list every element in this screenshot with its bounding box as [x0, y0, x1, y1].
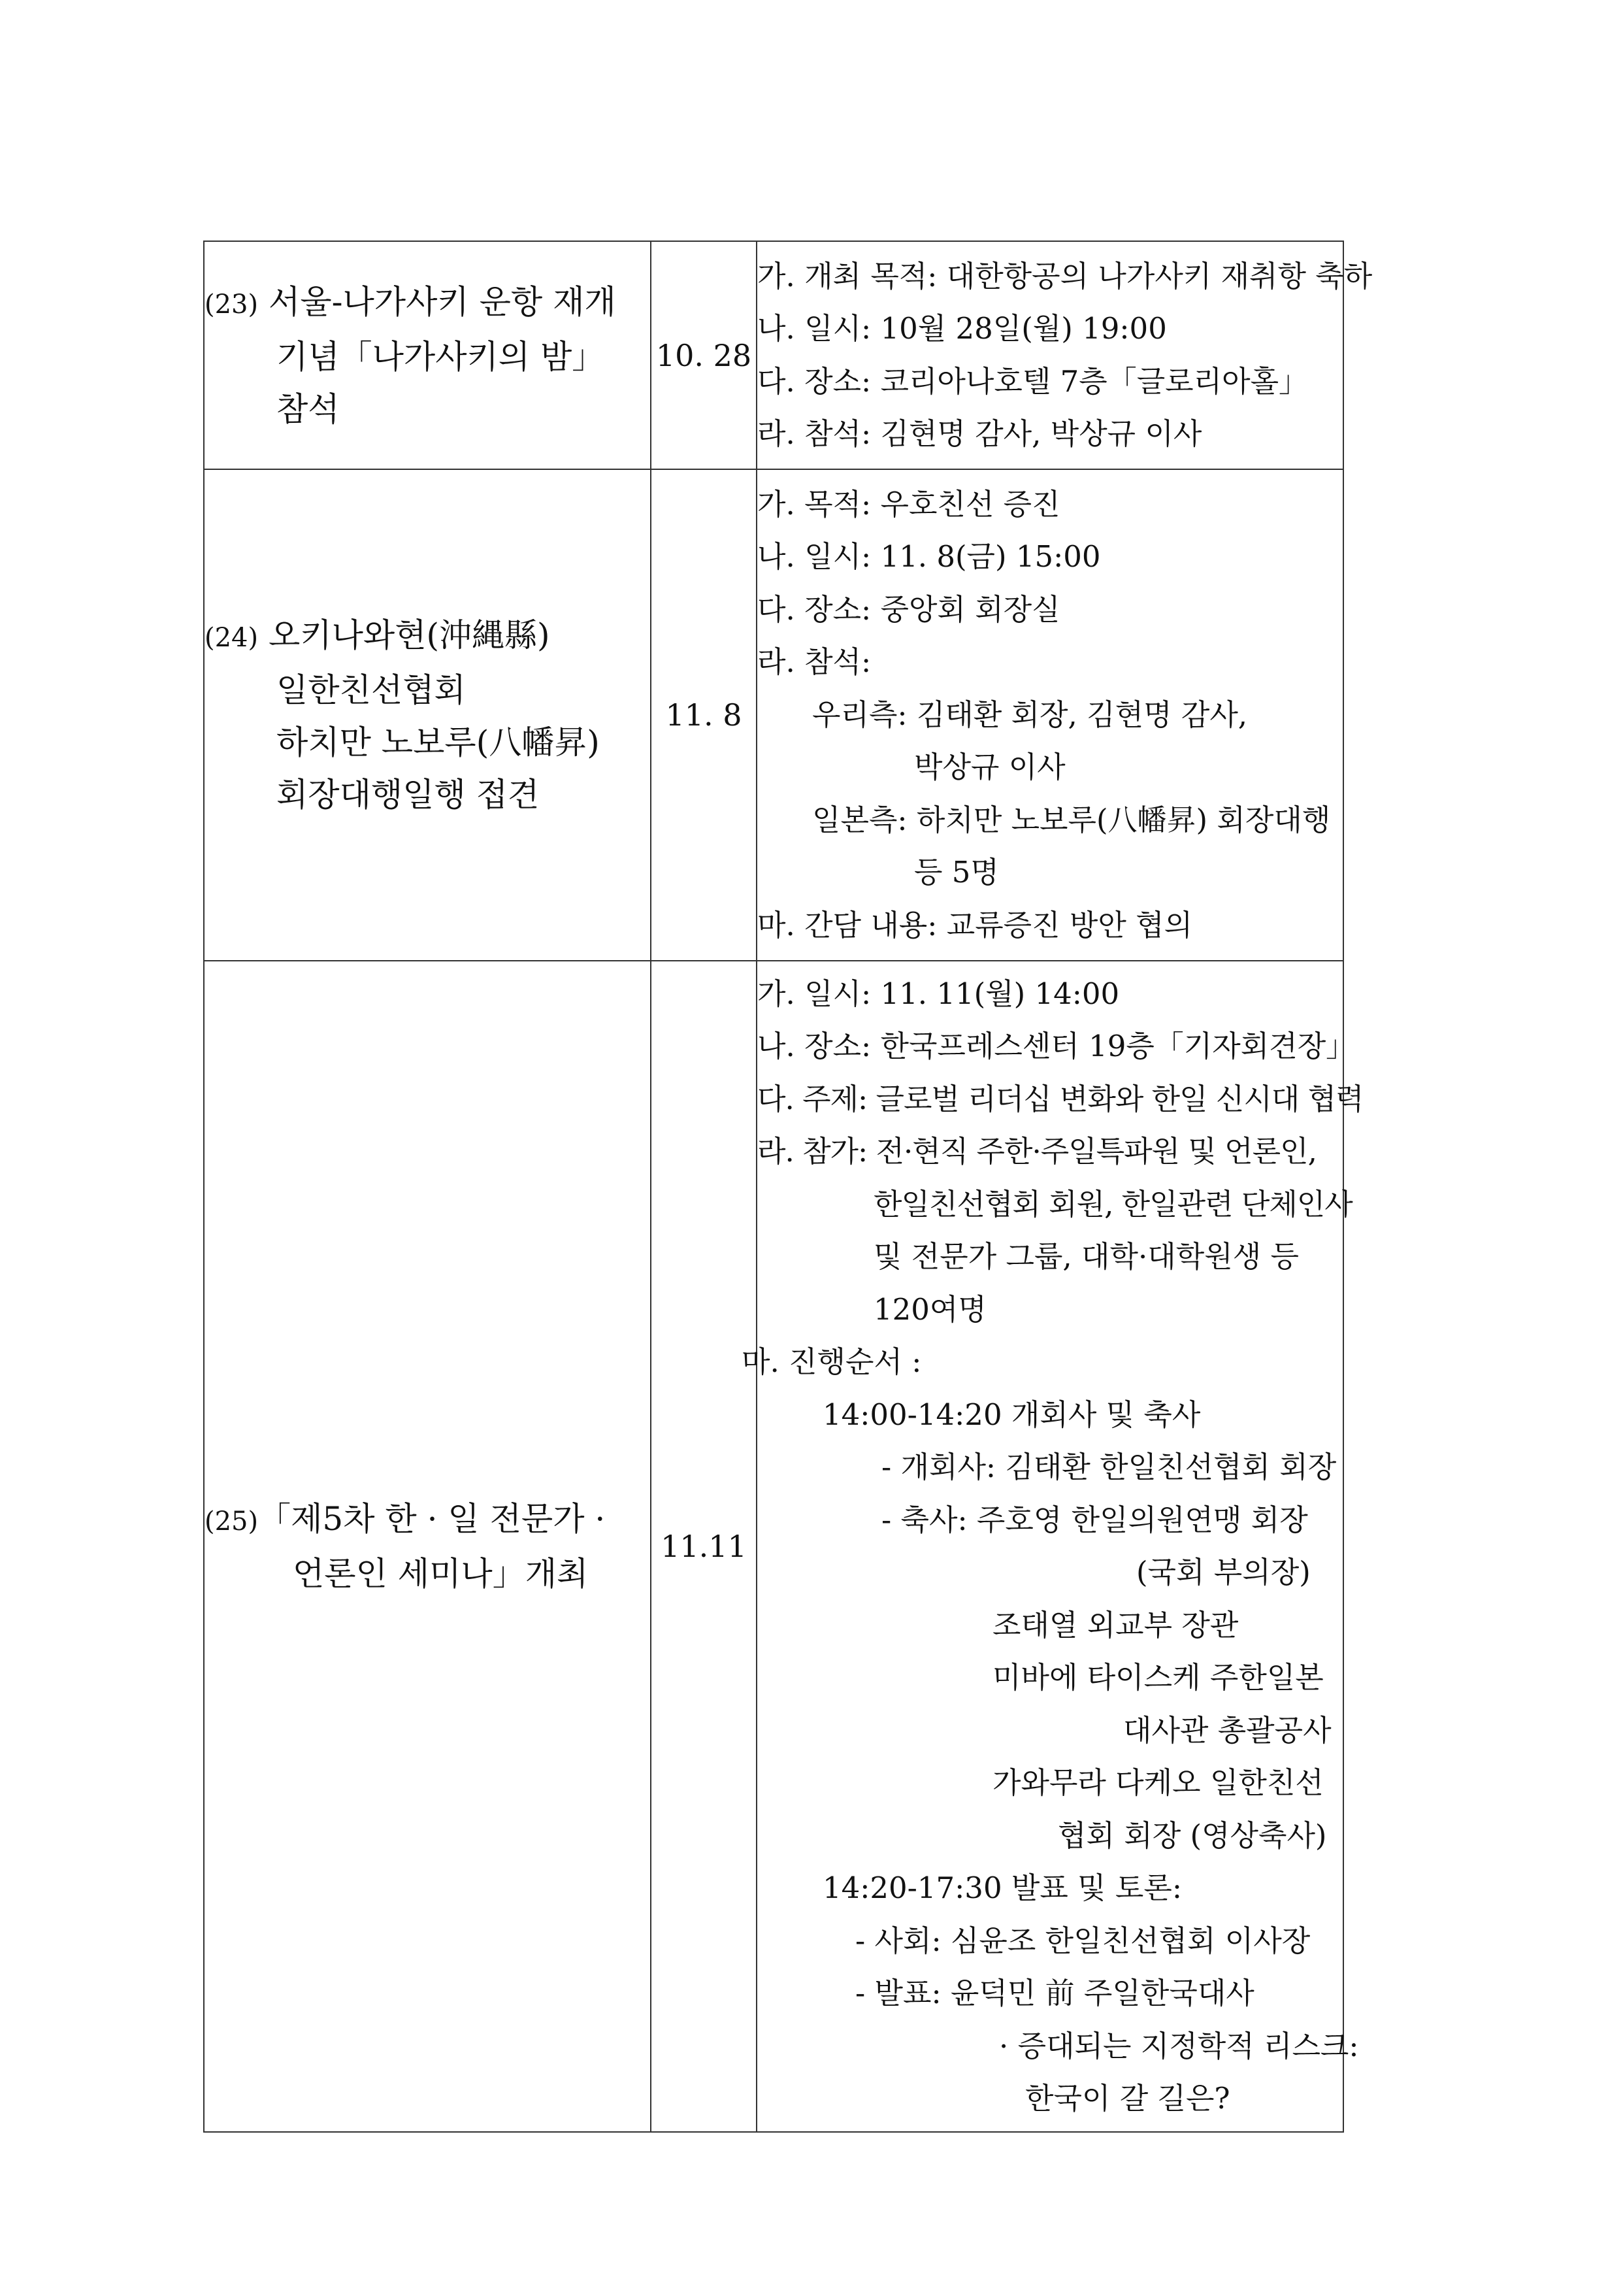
detail-line: (국회 부의장)	[1136, 1555, 1311, 1589]
detail-line: 나. 장소: 한국프레스센터 19층「기자회견장」	[757, 1029, 1356, 1063]
detail-line: 라. 참가: 전·현직 주한·주일특파원 및 언론인,	[757, 1134, 1317, 1169]
detail-line: 등 5명	[914, 855, 999, 890]
detail-line: 14:00-14:20 개회사 및 축사	[823, 1397, 1201, 1432]
detail-line: 대사관 총괄공사	[1123, 1712, 1332, 1748]
activity-table	[203, 241, 1373, 2133]
detail-line: 일본측: 하치만 노보루(八幡昇) 회장대행	[812, 802, 1331, 837]
event-date: 11.11	[651, 961, 757, 2132]
detail-line: 마. 진행순서 :	[742, 1344, 922, 1379]
event-title-line: 참석	[276, 390, 340, 428]
detail-line: 한국이 갈 길은?	[1025, 2081, 1230, 2116]
event-title-line: 회장대행일행 접견	[276, 776, 540, 814]
detail-line: 다. 장소: 중앙회 회장실	[757, 591, 1060, 627]
detail-line: 가. 목적: 우호친선 증진	[757, 486, 1060, 522]
detail-line: 가. 개최 목적: 대한항공의 나가사키 재취항 축하	[757, 258, 1373, 293]
detail-line: 마. 간담 내용: 교류증진 방안 협의	[757, 907, 1193, 942]
event-title-cell	[204, 961, 651, 2132]
detail-line: 다. 장소: 코리아나호텔 7층「글로리아홀」	[757, 363, 1309, 399]
event-title-line: 하치만 노보루(八幡昇)	[276, 724, 600, 761]
event-details-cell	[742, 961, 1364, 2132]
detail-line: 라. 참석:	[757, 644, 872, 680]
detail-line: 다. 주제: 글로벌 리더십 변화와 한일 신시대 협력	[757, 1081, 1364, 1116]
detail-line: 가와무라 다케오 일한친선	[992, 1765, 1324, 1800]
event-date: 11. 8	[651, 469, 757, 961]
detail-line: 및 전문가 그룹, 대학·대학원생 등	[874, 1239, 1299, 1274]
event-title-cell	[204, 469, 651, 961]
event-number: (23)	[205, 289, 259, 320]
detail-line: 라. 참석: 김현명 감사, 박상규 이사	[757, 416, 1202, 451]
detail-line: 미바에 타이스케 주한일본	[992, 1660, 1324, 1695]
event-number: (25)	[205, 1506, 259, 1537]
table-row	[204, 241, 1343, 469]
table-row	[204, 961, 1343, 2132]
table-row	[204, 469, 1343, 961]
event-date: 10. 28	[651, 241, 757, 469]
detail-line: 나. 일시: 10월 28일(월) 19:00	[757, 311, 1167, 346]
detail-line: - 발표: 윤덕민 前 주일한국대사	[855, 1976, 1254, 2010]
detail-line: - 사회: 심윤조 한일친선협회 이사장	[855, 1923, 1311, 1958]
event-details-cell	[757, 241, 1373, 469]
detail-line: · 증대되는 지정학적 리스크:	[999, 2028, 1359, 2063]
detail-line: 가. 일시: 11. 11(월) 14:00	[757, 976, 1120, 1011]
detail-line: 나. 일시: 11. 8(금) 15:00	[757, 539, 1101, 574]
event-title-cell	[204, 241, 651, 469]
detail-line: 우리측: 김태환 회장, 김현명 감사,	[812, 697, 1248, 732]
detail-line: 120여명	[874, 1291, 987, 1327]
event-title-line: 기념「나가사키의 밤」	[276, 337, 605, 376]
detail-line: 한일친선협회 회원, 한일관련 단체인사	[874, 1186, 1352, 1222]
detail-line: - 축사: 주호영 한일의원연맹 회장	[881, 1502, 1308, 1537]
event-title-line: 일한친선협회	[276, 671, 466, 709]
detail-line: 박상규 이사	[914, 750, 1066, 785]
detail-line: 조태열 외교부 장관	[992, 1607, 1239, 1642]
event-details-cell	[757, 469, 1343, 961]
event-title-line: 서울-나가사키 운항 재개	[269, 282, 616, 321]
detail-line: 14:20-17:30 발표 및 토론:	[823, 1871, 1182, 1905]
detail-line: - 개회사: 김태환 한일친선협회 회장	[881, 1450, 1337, 1484]
detail-line: 협회 회장 (영상축사)	[1058, 1818, 1327, 1853]
event-title-line: 「제5차 한 · 일 전문가 ·	[258, 1500, 606, 1538]
event-title-line: 언론인 세미나」개최	[293, 1555, 589, 1593]
event-title-line: 오키나와현(沖縄縣)	[269, 616, 550, 654]
event-number: (24)	[205, 623, 259, 653]
